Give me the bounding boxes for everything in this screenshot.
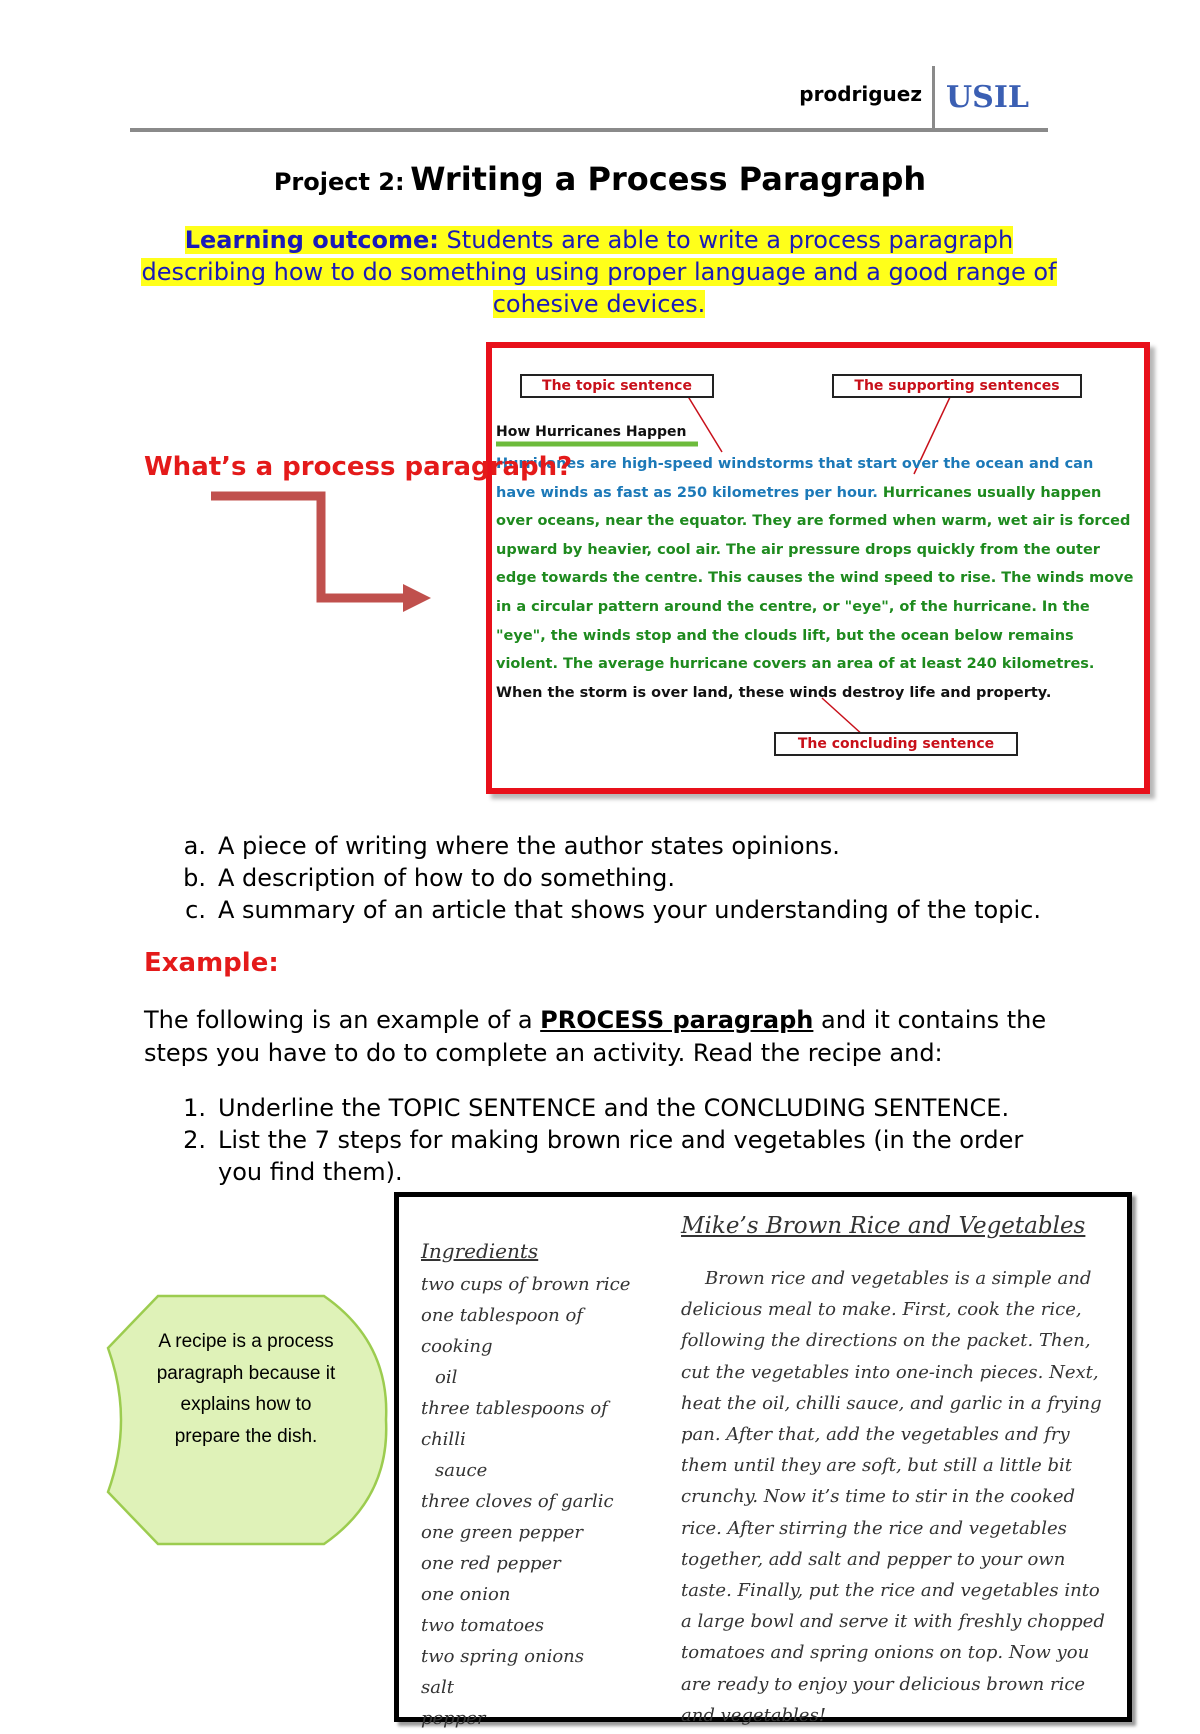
learning-outcome-label: Learning outcome:	[184, 226, 439, 254]
figure-topic-sentence: Hurricanes are high-speed windstorms that start over the ocean and can have winds as fast as 250 kilometres per hour.	[496, 456, 1094, 501]
figure-paragraph	[496, 450, 1136, 707]
recipe-body: Brown rice and vegetables is a simple and delicious meal to make. First, cook the rice, following the directions on the packet. Then, cut the vegetables into one-inch pieces. Next, heat the oil, chilli sauce, and garlic in a frying pan. After that, add the vegetables and fry them until they are soft, but still a little bit crunchy. Now it’s time to stir in the cooked rice. After stirring the rice and vegetables together, add salt and pepper to your own taste. Finally, put the rice and vegetables into a large bowl and serve it with freshly chopped tomatoes and spring onions on top. Now you are ready to enjoy your delicious brown rice and vegetables!	[681, 1268, 1105, 1726]
list-item: b. A description of how to do something.	[183, 864, 675, 892]
list-item: one onion	[421, 1584, 511, 1605]
recipe-card	[394, 1192, 1132, 1729]
recipe-title: Mike’s Brown Rice and Vegetables	[681, 1213, 1086, 1239]
supporting-sentences-label: The supporting sentences	[832, 374, 1082, 398]
ingredients-list	[421, 1269, 643, 1734]
list-item: 2. List the 7 steps for making brown rice and vegetables (in the order you find them).	[183, 1126, 1024, 1186]
figure-heading: How Hurricanes Happen	[496, 424, 687, 440]
example-heading: Example:	[144, 948, 279, 978]
figure-supporting-sentences: Hurricanes usually happen over oceans, near the equator. They are formed when warm, wet air is forced upward by heavier, cool air. The air pressure drops quickly from the outer edge towards the centre. This causes the wind speed to rise. The winds move in a circular pattern around the centre, or "eye", of the hurricane. In the "eye", the winds stop and the clouds lift, but the ocean below remains violent. The average hurricane covers an area of at least 240 kilometres.	[496, 484, 1134, 673]
list-item: a. A piece of writing where the author states opinions.	[183, 832, 840, 860]
usil-logo: USIL	[946, 80, 1029, 115]
question-heading: What’s a process paragraph?	[144, 452, 573, 482]
title-main: Writing a Process Paragraph	[410, 160, 927, 198]
list-item: c. A summary of an article that shows your understanding of the topic.	[185, 896, 1041, 924]
example-intro: The following is an example of a PROCESS paragraph and it contains the steps you have to do to complete an activity. Read the recipe and:	[144, 1006, 1047, 1067]
list-item: salt	[421, 1677, 454, 1698]
ingredients-heading: Ingredients	[421, 1239, 539, 1263]
list-item: pepper	[421, 1708, 486, 1729]
list-item: oil	[435, 1367, 458, 1388]
list-item: two tomatoes	[421, 1615, 545, 1636]
callout-text: A recipe is a process paragraph because it explains how to prepare the dish.	[156, 1331, 336, 1447]
learning-outcome-text: Students are able to write a process paragraph describing how to do something using proper language and a good range of cohesive devices.	[141, 226, 1057, 318]
list-item: one red pepper	[421, 1553, 561, 1574]
title-prefix: Project 2:	[273, 168, 405, 196]
list-item: two spring onions	[421, 1646, 585, 1667]
list-item: one green pepper	[421, 1522, 584, 1543]
hurricane-paragraph-figure	[486, 342, 1150, 794]
list-item: 1. Underline the TOPIC SENTENCE and the CONCLUDING SENTENCE.	[183, 1094, 1010, 1122]
page-title	[0, 160, 1200, 198]
list-item: three tablespoons of chilli	[421, 1398, 608, 1450]
learning-outcome	[140, 224, 1058, 320]
answer-options	[170, 830, 1041, 926]
list-item: three cloves of garlic	[421, 1491, 614, 1512]
list-item: two cups of brown rice	[421, 1274, 631, 1295]
process-paragraph-keyword: PROCESS paragraph	[540, 1006, 814, 1034]
task-steps	[170, 1092, 1050, 1188]
author-name: prodriguez	[799, 82, 922, 106]
figure-concluding-sentence: When the storm is over land, these winds destroy life and property.	[496, 684, 1052, 701]
topic-sentence-label: The topic sentence	[520, 374, 714, 398]
header-separator	[932, 66, 935, 130]
header-rule	[130, 128, 1048, 132]
bent-arrow-icon	[205, 490, 445, 620]
list-item: sauce	[435, 1460, 488, 1481]
list-item: one tablespoon of cooking	[421, 1305, 583, 1357]
concluding-sentence-label: The concluding sentence	[774, 732, 1018, 756]
